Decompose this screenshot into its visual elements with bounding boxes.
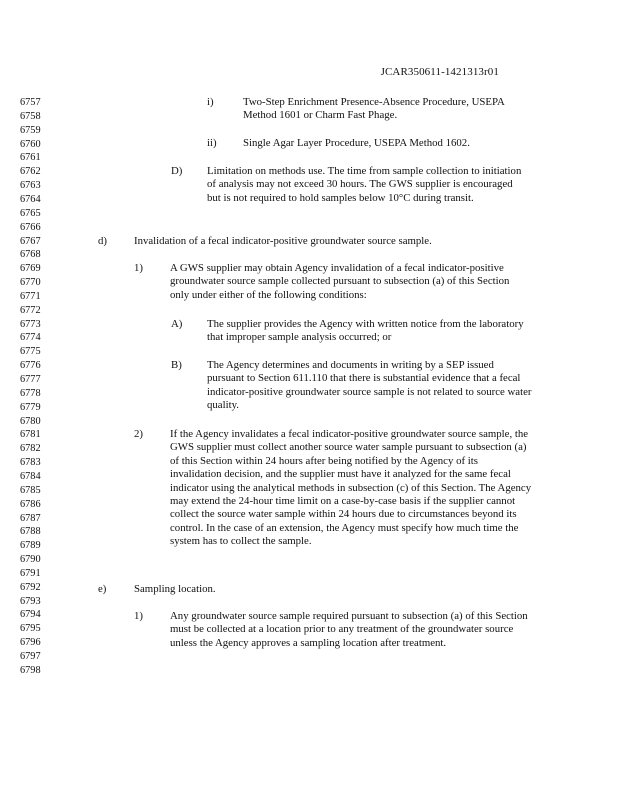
line-number: 6781 bbox=[20, 429, 41, 441]
item-label-i: i) bbox=[207, 96, 214, 108]
line-number: 6797 bbox=[20, 651, 41, 662]
item-label-e1: 1) bbox=[134, 610, 143, 622]
line-number: 6763 bbox=[20, 180, 41, 192]
line-number: 6793 bbox=[20, 595, 41, 607]
line-number: 6784 bbox=[20, 470, 41, 482]
section-label-e: e) bbox=[98, 583, 107, 595]
item-label-ii: ii) bbox=[207, 137, 217, 149]
section-heading-e: Sampling location. bbox=[134, 583, 216, 595]
line-number: 6761 bbox=[20, 152, 41, 164]
line-number: 6775 bbox=[20, 346, 41, 358]
line-number: 6796 bbox=[20, 637, 41, 649]
item-text-d1: A GWS supplier may obtain Agency invalidation of a fecal indicator-positive groundwater source sample collected pursuant to subsection (a) of this Section only under either of the following conditions: bbox=[170, 262, 510, 301]
line-number: 6782 bbox=[20, 443, 41, 455]
line-number: 6758 bbox=[20, 110, 41, 122]
line-number: 6783 bbox=[20, 457, 41, 469]
line-number: 6759 bbox=[20, 124, 41, 136]
item-text-A: The supplier provides the Agency with written notice from the laboratory that improper sample analysis occurred; or bbox=[207, 318, 524, 344]
item-text-ii: Single Agar Layer Procedure, USEPA Method 1602. bbox=[243, 137, 470, 149]
section-heading-d: Invalidation of a fecal indicator-positive groundwater source sample. bbox=[134, 235, 432, 247]
line-number: 6767 bbox=[20, 235, 41, 247]
line-number: 6786 bbox=[20, 498, 41, 510]
line-number: 6765 bbox=[20, 207, 41, 219]
line-number: 6768 bbox=[20, 249, 41, 261]
item-text-d2: If the Agency invalidates a fecal indicator-positive groundwater source sample, the GWS supplier must collect another source water sample pursuant to subsection (a) of this Section within 24 hours after being notified by the Agency of its invalidation decision, and the supplier must have it analyzed for the same fecal indicator using the analytical methods in subsection (c) of this Section. The Agency may extend the 24-hour time limit on a case-by-case basis if the supplier cannot collect the source water sample within 24 hours due to circumstances beyond its control. In the case of an extension, the Agency must specify how much time the system has to collect the sample. bbox=[170, 428, 532, 548]
item-label-D: D) bbox=[171, 165, 183, 177]
item-text-i: Two-Step Enrichment Presence-Absence Procedure, USEPA Method 1601 or Charm Fast Phage. bbox=[243, 96, 505, 122]
line-number: 6785 bbox=[20, 484, 41, 496]
document-id-header: JCAR350611-1421313r01 bbox=[380, 66, 499, 78]
item-text-B: The Agency determines and documents in writing by a SEP issued pursuant to Section 611.110 that there is substantial evidence that a fecal indicator-positive groundwater source sample is not related to source water quality. bbox=[207, 359, 532, 412]
line-number: 6798 bbox=[20, 664, 41, 676]
line-number: 6778 bbox=[20, 387, 41, 399]
line-number: 6771 bbox=[20, 290, 41, 302]
line-number: 6764 bbox=[20, 193, 41, 205]
item-label-d1: 1) bbox=[134, 262, 143, 274]
line-number: 6794 bbox=[20, 609, 41, 621]
line-number: 6760 bbox=[20, 138, 41, 150]
item-text-e1: Any groundwater source sample required pursuant to subsection (a) of this Section must be collected at a location prior to any treatment of the groundwater source unless the Agency approves a sampling location after treatment. bbox=[170, 610, 528, 649]
line-number: 6762 bbox=[20, 166, 41, 178]
line-number: 6766 bbox=[20, 221, 41, 233]
item-label-B: B) bbox=[171, 359, 182, 371]
line-number: 6772 bbox=[20, 304, 41, 316]
line-number: 6770 bbox=[20, 277, 41, 289]
item-label-A: A) bbox=[171, 318, 183, 330]
item-text-D: Limitation on methods use. The time from sample collection to initiation of analysis may not exceed 30 hours. The GWS supplier is encouraged but is not required to hold samples below 10°C during transit. bbox=[207, 165, 522, 204]
line-number: 6791 bbox=[20, 567, 41, 579]
line-number: 6790 bbox=[20, 554, 41, 566]
line-number: 6789 bbox=[20, 540, 41, 552]
line-number: 6774 bbox=[20, 332, 41, 344]
line-number: 6777 bbox=[20, 374, 41, 385]
line-number: 6788 bbox=[20, 526, 41, 538]
item-label-d2: 2) bbox=[134, 428, 143, 440]
line-number: 6792 bbox=[20, 581, 41, 593]
line-number: 6769 bbox=[20, 263, 41, 275]
section-label-d: d) bbox=[98, 235, 107, 247]
line-number: 6779 bbox=[20, 401, 41, 413]
line-number: 6773 bbox=[20, 318, 41, 330]
line-number: 6776 bbox=[20, 360, 41, 372]
line-number: 6795 bbox=[20, 623, 41, 635]
line-number: 6757 bbox=[20, 97, 41, 108]
line-number: 6780 bbox=[20, 415, 41, 427]
line-number: 6787 bbox=[20, 512, 41, 524]
